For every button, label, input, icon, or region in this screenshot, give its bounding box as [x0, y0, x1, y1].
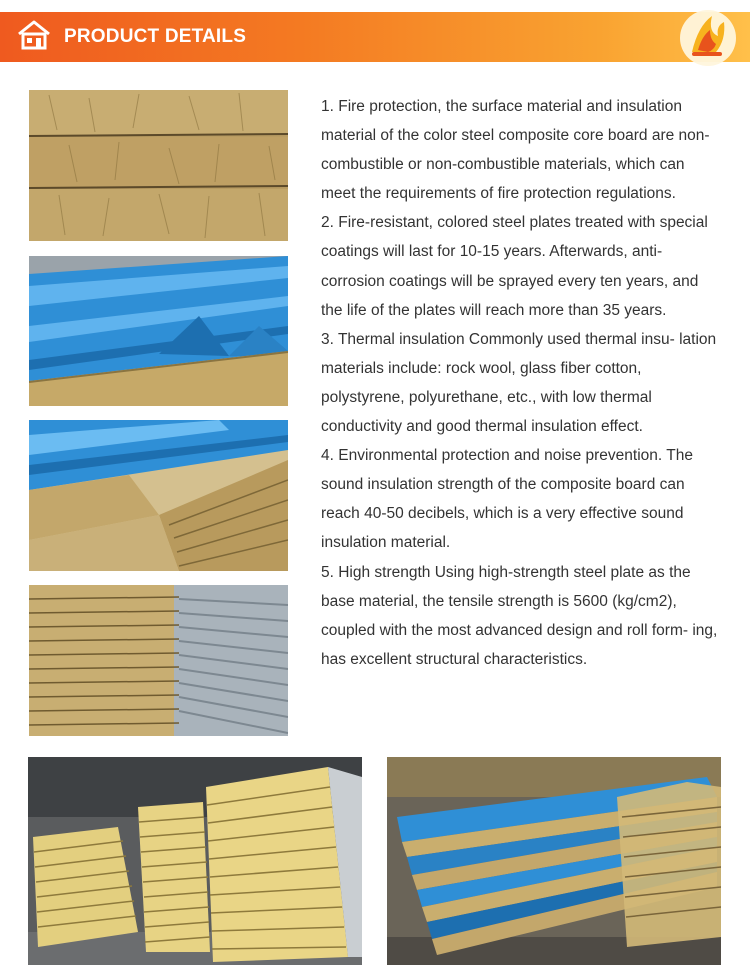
product-details-text: [321, 92, 721, 674]
photo-blue-panel-stacks: [387, 757, 721, 965]
house-icon: [16, 17, 52, 53]
flame-logo-icon: [668, 6, 744, 68]
photo-warehouse-panel-stacks: [28, 757, 362, 965]
photo-rock-wool-core: [29, 90, 288, 241]
detail-fire-resistant: 2. Fire-resistant, colored steel plates treated with special coatings will last for 10-15 years. Afterwards, anti-corrosion coatings will be sprayed every ten years, and the life of the plates will reach more than 35 years.: [321, 214, 708, 319]
detail-fire-protection: 1. Fire protection, the surface material and insulation material of the color steel composite core board are non-combustible or non-combustible materials, which can meet the requirements of fire protection regulations.: [321, 98, 710, 203]
photo-blue-steel-panel-stack: [29, 420, 288, 571]
detail-thermal-insulation: 3. Thermal insulation Commonly used thermal insu- lation materials include: rock wool, glass fiber cotton, polystyrene, polyurethane, etc., with low thermal conductivity and good thermal insulation effect.: [321, 330, 717, 436]
header-banner: [0, 12, 750, 62]
detail-high-strength: 5. High strength Using high-strength steel plate as the base material, the tensile strength is 5600 (kg/cm2), coupled with the most advanced design and roll form- ing, has excellent structural characteristics.: [321, 563, 718, 668]
page-title: PRODUCT DETAILS: [64, 26, 247, 47]
photo-blue-steel-panel-top: [29, 256, 288, 406]
photo-panel-stack-side: [29, 585, 288, 736]
detail-noise-prevention: 4. Environmental protection and noise prevention. The sound insulation strength of the composite board can reach 40-50 decibels, which is a very effective sound insulation material.: [321, 447, 693, 552]
